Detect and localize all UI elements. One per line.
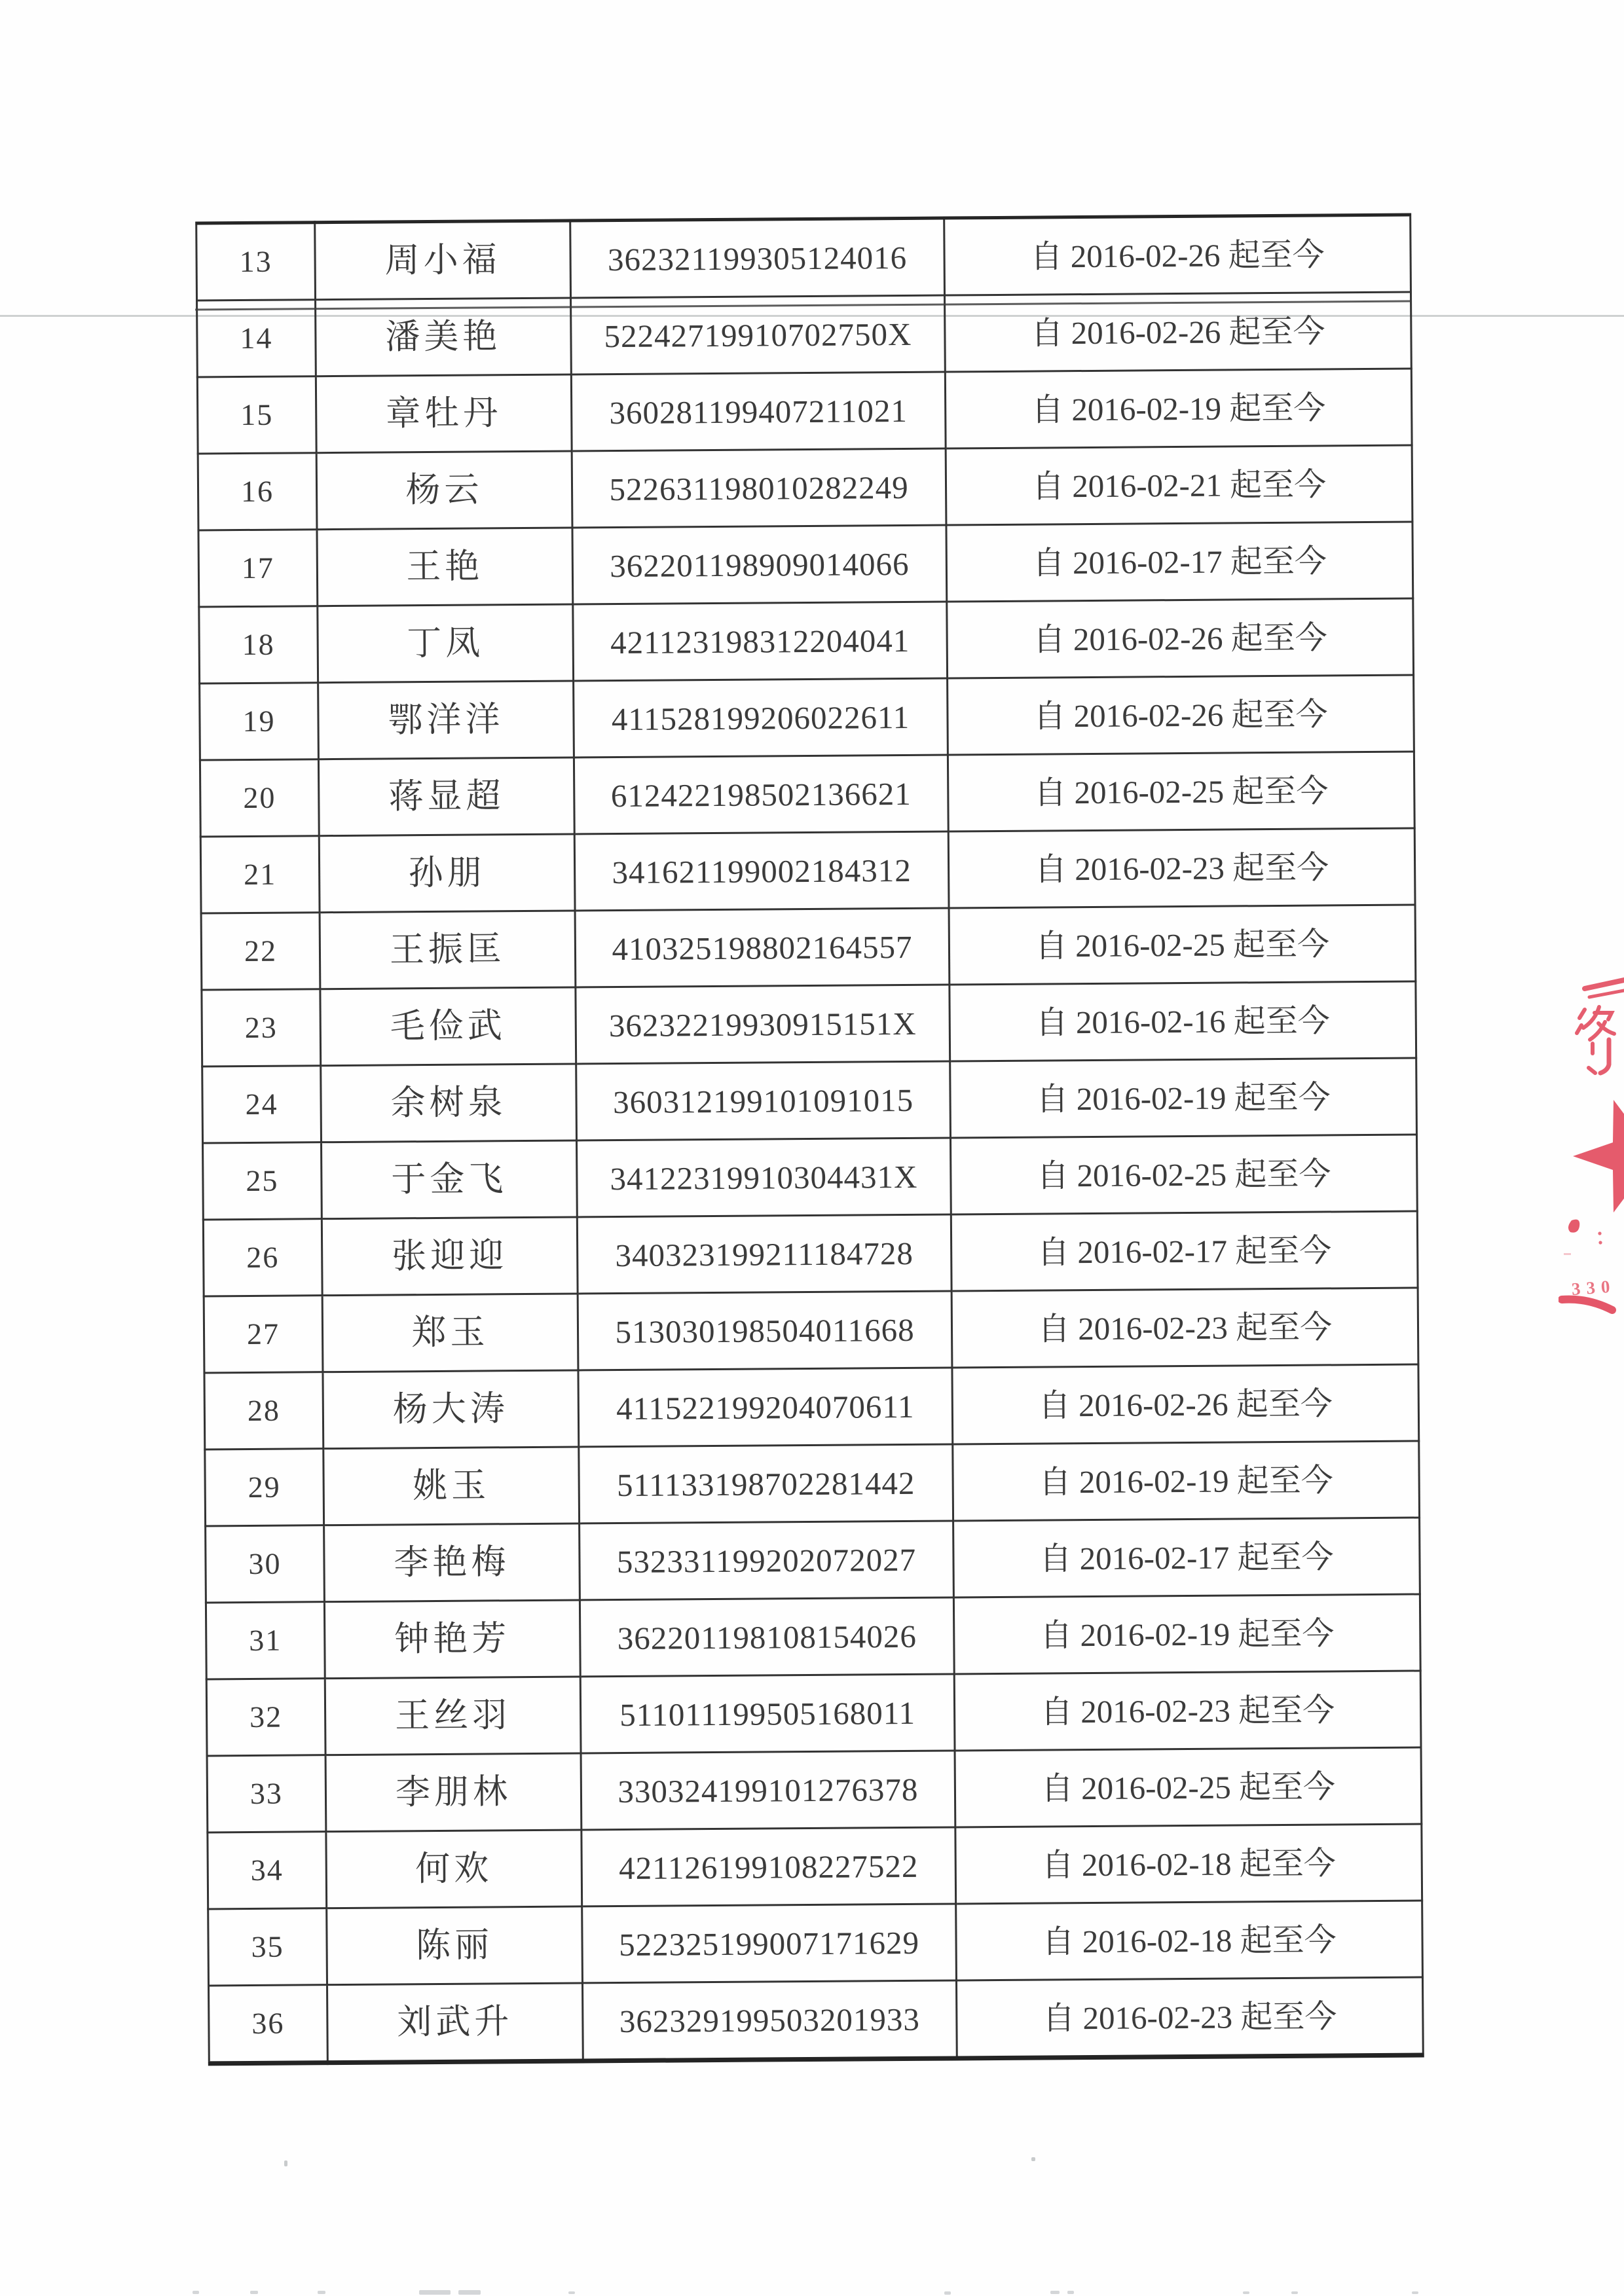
scan-edge-smudge (250, 2291, 258, 2294)
period-cell: 自 2016-02-26 起至今 (952, 1364, 1419, 1444)
row-index-cell: 23 (202, 989, 321, 1066)
roster-table-body (196, 215, 1424, 2064)
table-row (204, 1288, 1418, 1373)
id-number-cell: 612422198502136621 (574, 755, 948, 834)
table-row (201, 905, 1416, 990)
period-cell: 自 2016-02-26 起至今 (947, 598, 1414, 678)
table-row (196, 215, 1411, 301)
row-index-cell: 32 (206, 1679, 325, 1756)
seal-code: 330 (1570, 1276, 1617, 1300)
period-cell: 自 2016-02-19 起至今 (945, 369, 1412, 448)
table-row (202, 1058, 1417, 1143)
scan-edge-smudge (318, 2291, 325, 2294)
period-cell: 自 2016-02-18 起至今 (955, 1824, 1422, 1904)
seal-star-icon (1573, 1100, 1624, 1212)
name-cell: 钟艳芳 (324, 1600, 580, 1679)
table-row (208, 1901, 1423, 1986)
name-cell: 郑玉 (322, 1294, 578, 1372)
id-number-cell: 522325199007171629 (582, 1904, 957, 1983)
id-number-cell: 511133198702281442 (579, 1444, 953, 1523)
name-cell: 王丝羽 (325, 1677, 581, 1755)
period-cell: 自 2016-02-18 起至今 (956, 1901, 1423, 1980)
row-index-cell: 30 (206, 1525, 325, 1603)
row-index-cell: 21 (200, 836, 320, 913)
row-index-cell: 20 (200, 759, 319, 837)
name-cell: 张迎迎 (322, 1217, 578, 1296)
id-number-cell: 36232219930915151X (576, 985, 950, 1064)
period-cell: 自 2016-02-19 起至今 (953, 1594, 1420, 1674)
period-cell: 自 2016-02-25 起至今 (949, 905, 1416, 985)
id-number-cell: 362201198108154026 (580, 1597, 954, 1677)
name-cell: 鄂洋洋 (318, 681, 574, 759)
period-cell: 自 2016-02-25 起至今 (948, 752, 1414, 831)
scan-artifact-speck (1031, 2157, 1035, 2161)
id-number-cell: 360312199101091015 (576, 1061, 951, 1140)
table-row (205, 1441, 1420, 1526)
row-index-cell: 24 (202, 1066, 322, 1143)
name-cell: 何欢 (326, 1830, 582, 1908)
name-cell: 姚玉 (323, 1447, 580, 1525)
id-number-cell: 522631198010282249 (572, 448, 946, 528)
name-cell: 于金飞 (322, 1140, 578, 1219)
name-cell: 丁凤 (318, 604, 574, 683)
id-number-cell: 421126199108227522 (581, 1827, 956, 1906)
scan-edge-smudge (1291, 2291, 1298, 2294)
row-index-cell: 36 (209, 1985, 328, 2064)
scan-edge-smudge (1067, 2291, 1074, 2294)
row-index-cell: 25 (203, 1142, 322, 1220)
scan-edge-smudge (1243, 2291, 1249, 2294)
table-row (198, 445, 1412, 530)
period-cell: 自 2016-02-25 起至今 (955, 1747, 1422, 1827)
id-number-cell: 34122319910304431X (577, 1138, 951, 1217)
table-row (209, 1977, 1424, 2064)
table-row (203, 1135, 1418, 1220)
id-number-cell: 362201198909014066 (572, 525, 947, 604)
table-row (200, 752, 1414, 837)
table-row (199, 598, 1414, 683)
name-cell: 李艳梅 (324, 1523, 580, 1602)
table-row (203, 1211, 1418, 1296)
name-cell: 孙朋 (319, 834, 575, 913)
id-number-cell: 362329199503201933 (582, 1980, 957, 2061)
row-index-cell: 18 (199, 606, 318, 683)
id-number-cell: 513030198504011668 (578, 1291, 952, 1370)
scan-artifact-speck (284, 2160, 287, 2166)
scan-edge-smudge (419, 2290, 451, 2295)
name-cell: 余树泉 (321, 1064, 577, 1142)
row-index-cell: 34 (208, 1832, 327, 1909)
name-cell: 王振匡 (320, 911, 576, 989)
period-cell: 自 2016-02-25 起至今 (950, 1135, 1417, 1214)
scan-edge-smudge (944, 2291, 951, 2295)
period-cell: 自 2016-02-19 起至今 (953, 1441, 1420, 1521)
name-cell: 杨云 (316, 451, 572, 530)
official-seal-stamp (1559, 975, 1624, 1322)
name-cell: 周小福 (315, 221, 571, 300)
period-cell: 自 2016-02-23 起至今 (956, 1977, 1423, 2058)
official-seal-graphic (1559, 975, 1624, 1322)
period-cell: 自 2016-02-17 起至今 (951, 1211, 1418, 1291)
id-number-cell: 52242719910702750X (571, 295, 946, 374)
row-index-cell: 13 (196, 223, 316, 301)
row-index-cell: 29 (205, 1449, 324, 1526)
name-cell: 杨大涛 (323, 1370, 579, 1449)
scan-edge-smudge (1050, 2291, 1060, 2294)
name-cell: 陈丽 (327, 1906, 583, 1985)
roster-table (195, 213, 1424, 2066)
period-cell: 自 2016-02-19 起至今 (950, 1058, 1417, 1138)
row-index-cell: 26 (203, 1219, 322, 1296)
id-number-cell: 421123198312204041 (573, 602, 948, 681)
seal-text-fragment (1577, 980, 1624, 1073)
table-row (197, 369, 1412, 454)
id-number-cell: 411528199206022611 (574, 678, 948, 757)
scan-edge-smudge (458, 2290, 481, 2295)
row-index-cell: 35 (208, 1908, 327, 1986)
row-index-cell: 15 (197, 376, 316, 454)
table-row (204, 1364, 1419, 1449)
seal-rim-arc (1562, 1300, 1612, 1310)
row-index-cell: 31 (206, 1602, 325, 1679)
table-row (200, 828, 1415, 913)
row-index-cell: 22 (201, 913, 320, 990)
name-cell: 王艳 (317, 528, 573, 606)
id-number-cell: 330324199101276378 (581, 1751, 955, 1830)
table-row (198, 522, 1413, 607)
table-row (206, 1518, 1420, 1603)
roster-table-container (195, 213, 1422, 2066)
period-cell: 自 2016-02-21 起至今 (946, 445, 1412, 525)
name-cell: 毛俭武 (320, 987, 576, 1066)
table-row (206, 1594, 1420, 1679)
period-cell: 自 2016-02-16 起至今 (950, 981, 1416, 1061)
row-index-cell: 17 (198, 530, 318, 607)
row-index-cell: 14 (197, 300, 316, 377)
row-index-cell: 33 (207, 1755, 326, 1832)
table-row (207, 1747, 1422, 1832)
id-number-cell: 341621199002184312 (574, 831, 949, 911)
id-number-cell: 532331199202072027 (580, 1521, 954, 1600)
id-number-cell: 362321199305124016 (570, 218, 945, 298)
period-cell: 自 2016-02-17 起至今 (946, 522, 1413, 602)
table-row (208, 1824, 1422, 1909)
scan-edge-smudge (1412, 2291, 1418, 2294)
period-cell: 自 2016-02-23 起至今 (951, 1288, 1418, 1368)
row-index-cell: 28 (204, 1372, 323, 1449)
period-cell: 自 2016-02-23 起至今 (954, 1671, 1421, 1751)
period-cell: 自 2016-02-26 起至今 (948, 675, 1414, 755)
table-row (206, 1671, 1421, 1756)
name-cell: 章牡丹 (316, 374, 572, 453)
id-number-cell: 411522199204070611 (578, 1368, 953, 1447)
name-cell: 蒋显超 (318, 757, 574, 836)
id-number-cell: 360281199407211021 (571, 372, 946, 451)
period-cell: 自 2016-02-17 起至今 (953, 1518, 1420, 1597)
scan-edge-smudge (568, 2291, 575, 2294)
row-index-cell: 16 (198, 453, 317, 530)
period-cell: 自 2016-02-26 起至今 (945, 292, 1412, 372)
id-number-cell: 340323199211184728 (577, 1214, 951, 1294)
row-index-cell: 19 (200, 683, 319, 760)
scan-edge-smudge (193, 2291, 199, 2294)
table-row (202, 981, 1416, 1066)
name-cell: 刘武升 (327, 1983, 583, 2063)
seal-ink-specks (1564, 1220, 1602, 1255)
name-cell: 李朋林 (325, 1753, 581, 1832)
id-number-cell: 410325198802164557 (575, 908, 950, 987)
table-row (200, 675, 1414, 760)
name-cell: 潘美艳 (316, 298, 572, 376)
period-cell: 自 2016-02-23 起至今 (948, 828, 1415, 908)
id-number-cell: 511011199505168011 (580, 1674, 955, 1753)
period-cell: 自 2016-02-26 起至今 (944, 215, 1411, 295)
row-index-cell: 27 (204, 1296, 323, 1373)
